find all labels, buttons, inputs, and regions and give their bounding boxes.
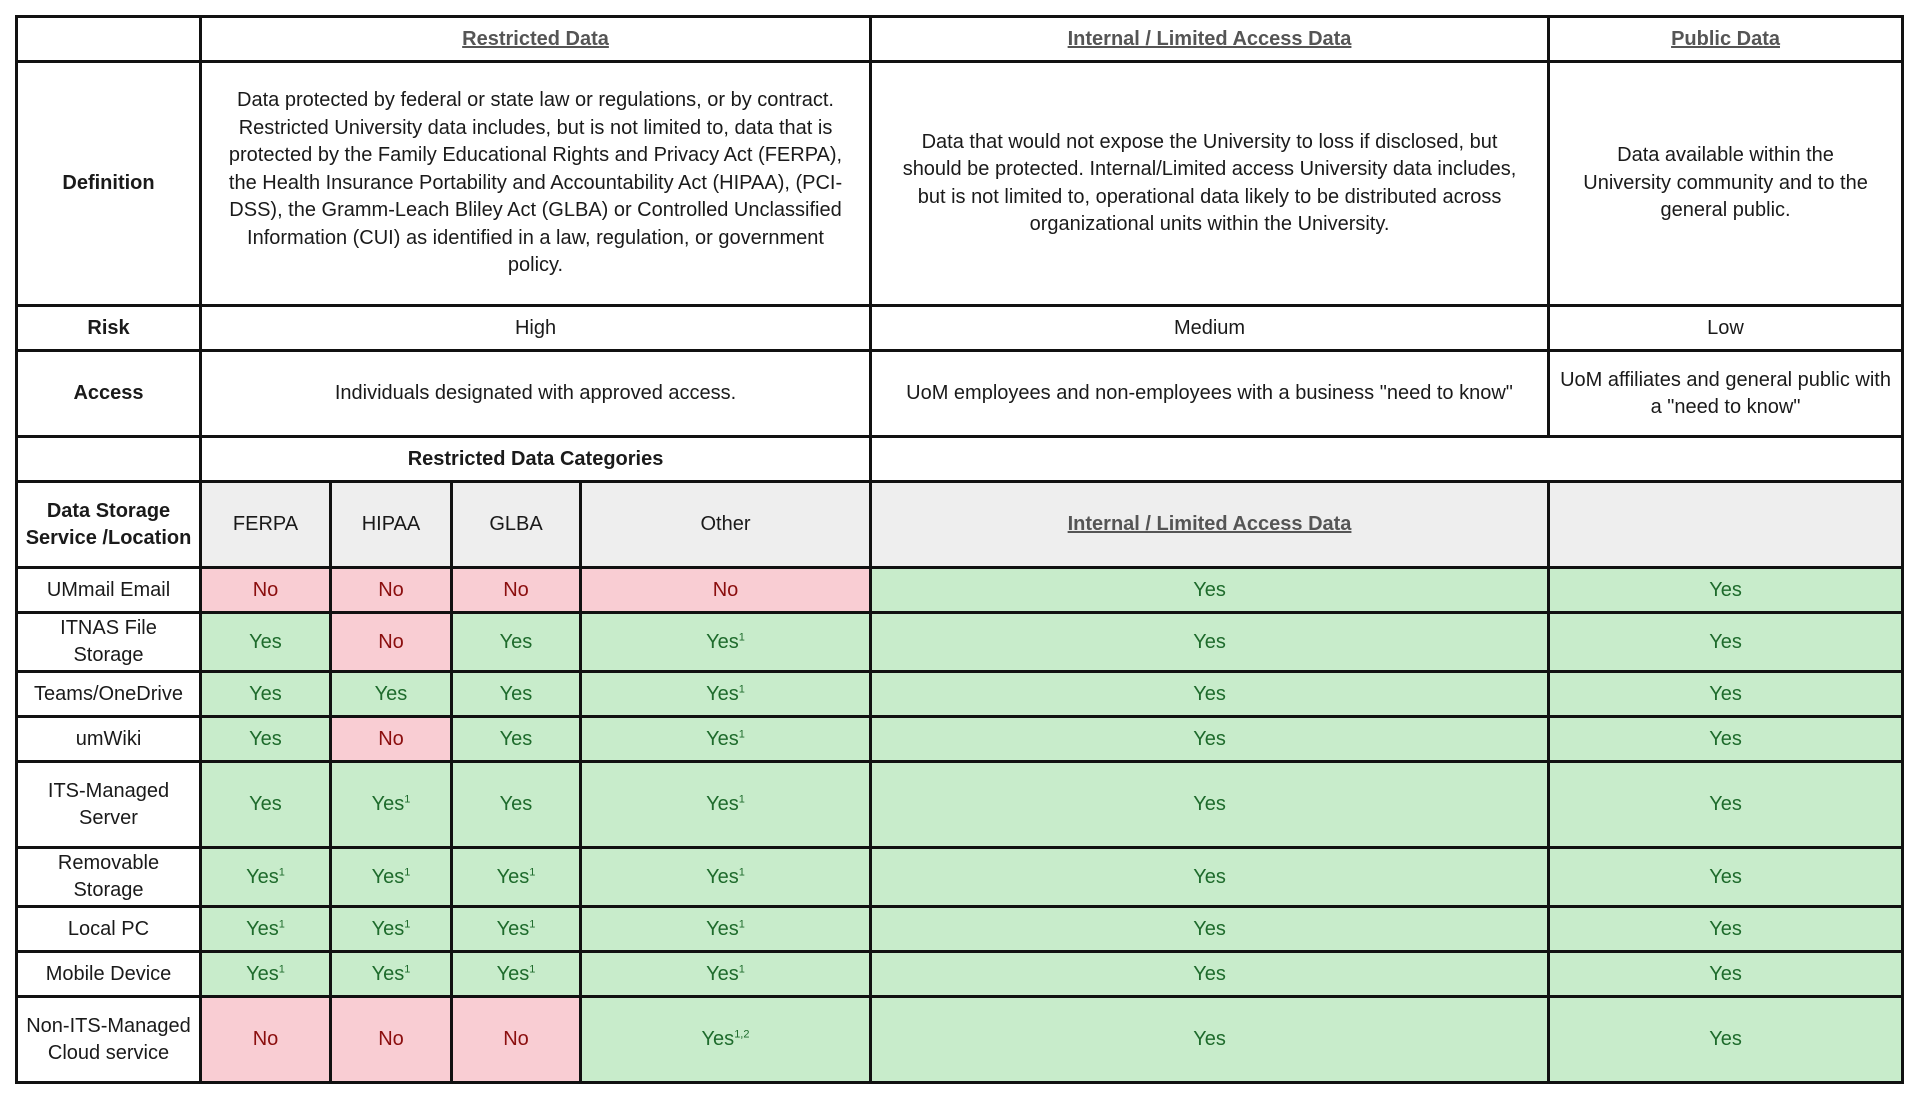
footnote-marker: 1 — [738, 917, 745, 930]
access-label: Access — [17, 351, 201, 437]
permission-value: Yes — [1709, 630, 1742, 653]
permission-value: No — [378, 578, 404, 601]
permission-value: No — [378, 1028, 404, 1050]
footnote-marker: 1 — [529, 917, 536, 930]
risk-label: Risk — [17, 306, 201, 351]
risk-row — [17, 306, 1903, 351]
permission-cell — [201, 613, 331, 672]
permission-value: Yes — [371, 865, 405, 888]
permission-value: Yes — [1709, 578, 1742, 601]
permission-cell — [201, 848, 331, 907]
permission-value: Yes — [1709, 727, 1742, 750]
permission-cell — [201, 997, 331, 1083]
public-risk: Low — [1549, 306, 1903, 351]
permission-cell — [452, 672, 581, 717]
permission-value: Yes — [706, 865, 739, 888]
definition-row — [17, 62, 1903, 306]
table-row — [17, 568, 1903, 613]
permission-value: Yes — [496, 962, 530, 985]
permission-cell — [452, 848, 581, 907]
permission-value: Yes — [706, 962, 739, 985]
permission-cell — [452, 568, 581, 613]
permission-cell — [871, 907, 1549, 952]
permission-cell — [581, 997, 871, 1083]
permission-value: Yes — [249, 727, 282, 750]
permission-cell — [201, 907, 331, 952]
permission-cell — [1549, 952, 1903, 997]
permission-value: Yes — [1193, 1028, 1226, 1050]
permission-cell — [871, 717, 1549, 762]
permission-value: Yes — [1193, 727, 1226, 750]
hipaa-header: HIPAA — [331, 482, 452, 568]
header-row — [17, 17, 1903, 62]
storage-location-label: Mobile Device — [17, 952, 201, 997]
permission-cell — [871, 848, 1549, 907]
permission-value: Yes — [706, 917, 739, 940]
categories-title-row — [17, 437, 1903, 482]
permission-value: Yes — [246, 917, 279, 940]
permission-cell — [331, 568, 452, 613]
permission-cell — [581, 907, 871, 952]
table-row — [17, 952, 1903, 997]
footnote-marker: 1 — [278, 865, 285, 878]
permission-value: Yes — [706, 630, 739, 653]
permission-value: Yes — [706, 682, 739, 705]
permission-cell — [201, 952, 331, 997]
restricted-definition: Data protected by federal or state law or regulations, or by contract. Restricted University data includes, but is not limited to, data that is protected by the Family Educational Rights and Privacy Act (FERPA), the Health Insurance Portability and Accountability Act (HIPAA), (PCI-DSS), the Gramm-Leach Bliley Act (GLBA) or Controlled Unclassified Information (CUI) as identified in a law, regulation, or government policy. — [201, 62, 871, 306]
permission-cell — [331, 717, 452, 762]
restricted-categories-title: Restricted Data Categories — [201, 437, 871, 482]
permission-cell — [581, 762, 871, 848]
permission-cell — [452, 907, 581, 952]
permission-value: Yes — [499, 793, 533, 815]
table-row — [17, 672, 1903, 717]
permission-cell — [201, 717, 331, 762]
permission-cell — [871, 762, 1549, 848]
storage-location-label: ITS-Managed Server — [17, 762, 201, 848]
permission-cell — [331, 907, 452, 952]
storage-location-label: Local PC — [17, 907, 201, 952]
public-data-header: Public Data — [1549, 17, 1903, 62]
access-row — [17, 351, 1903, 437]
permission-value: Yes — [1709, 1028, 1742, 1050]
permission-cell — [871, 568, 1549, 613]
permission-cell — [1549, 613, 1903, 672]
storage-location-label: UMmail Email — [17, 568, 201, 613]
permission-value: No — [503, 1028, 529, 1050]
permission-cell — [581, 672, 871, 717]
permission-cell — [201, 672, 331, 717]
permission-cell — [452, 997, 581, 1083]
permission-value: No — [503, 578, 529, 601]
permission-value: Yes — [1709, 682, 1742, 705]
permission-value: Yes — [499, 727, 533, 750]
permission-value: Yes — [374, 682, 408, 705]
categories-blank-left — [17, 437, 201, 482]
permission-cell — [871, 952, 1549, 997]
permission-cell — [871, 613, 1549, 672]
categories-blank-right — [871, 437, 1903, 482]
permission-cell — [1549, 762, 1903, 848]
permission-value: Yes — [496, 917, 530, 940]
internal-definition: Data that would not expose the University to loss if disclosed, but should be protected. Internal/Limited access University data includes, but is not limited to, operational data likely to be distributed across organizational units within the University. — [871, 62, 1549, 306]
permission-value: Yes — [1709, 865, 1742, 888]
permission-value: No — [712, 578, 739, 601]
storage-location-header: Data Storage Service /Location — [17, 482, 201, 568]
public-access: UoM affiliates and general public with a "need to know" — [1549, 351, 1903, 437]
permission-value: Yes — [1709, 962, 1742, 985]
permission-value: Yes — [1193, 917, 1226, 940]
permission-cell — [1549, 672, 1903, 717]
permission-cell — [331, 613, 452, 672]
permission-value: No — [252, 1028, 279, 1050]
permission-cell — [1549, 717, 1903, 762]
data-classification-table — [15, 15, 1904, 1084]
permission-cell — [331, 952, 452, 997]
footnote-marker: 1 — [738, 962, 745, 975]
permission-cell — [201, 762, 331, 848]
footnote-marker: 1 — [738, 865, 745, 878]
permission-value: Yes — [1709, 917, 1742, 940]
footnote-marker: 1 — [404, 962, 411, 975]
permission-value: No — [378, 727, 404, 750]
table-row — [17, 907, 1903, 952]
public-column-header — [1549, 482, 1903, 568]
permission-value: Yes — [496, 865, 530, 888]
footnote-marker: 1 — [738, 682, 745, 695]
permission-cell — [581, 613, 871, 672]
footnote-marker: 1 — [404, 865, 411, 878]
permission-cell — [871, 672, 1549, 717]
table-row — [17, 997, 1903, 1083]
permission-cell — [331, 762, 452, 848]
table-row — [17, 762, 1903, 848]
restricted-access: Individuals designated with approved access. — [201, 351, 871, 437]
permission-value: Yes — [1193, 682, 1226, 705]
table-row — [17, 613, 1903, 672]
permission-cell — [452, 613, 581, 672]
restricted-risk: High — [201, 306, 871, 351]
permission-cell — [871, 997, 1549, 1083]
permission-cell — [452, 717, 581, 762]
storage-location-label: Teams/OneDrive — [17, 672, 201, 717]
permission-cell — [331, 672, 452, 717]
storage-location-label: Non-ITS-Managed Cloud service — [17, 997, 201, 1083]
permission-cell — [1549, 568, 1903, 613]
internal-access: UoM employees and non-employees with a business "need to know" — [871, 351, 1549, 437]
storage-location-label: ITNAS File Storage — [17, 613, 201, 672]
footnote-marker: 1 — [278, 917, 285, 930]
permission-value: Yes — [371, 793, 405, 815]
permission-value: Yes — [1193, 962, 1226, 985]
permission-value: No — [378, 630, 404, 653]
permission-value: Yes — [371, 962, 405, 985]
permission-cell — [581, 952, 871, 997]
storage-location-label: Removable Storage — [17, 848, 201, 907]
footnote-marker: 1 — [529, 962, 536, 975]
permission-value: Yes — [499, 630, 533, 653]
corner-cell — [17, 17, 201, 62]
internal-data-header: Internal / Limited Access Data — [871, 17, 1549, 62]
permission-cell — [452, 952, 581, 997]
ferpa-header: FERPA — [201, 482, 331, 568]
internal-risk: Medium — [871, 306, 1549, 351]
permission-value: Yes — [499, 682, 533, 705]
permission-value: Yes — [706, 727, 739, 750]
permission-cell — [581, 568, 871, 613]
footnote-marker: 1 — [278, 962, 285, 975]
permission-value: No — [252, 578, 279, 601]
definition-label: Definition — [17, 62, 201, 306]
permission-value: Yes — [249, 682, 282, 705]
permission-value: Yes — [1193, 793, 1226, 815]
permission-value: Yes — [246, 865, 279, 888]
footnote-marker: 1 — [529, 865, 536, 878]
footnote-marker: 1 — [404, 793, 411, 806]
footnote-marker: 1,2 — [734, 1028, 750, 1041]
footnote-marker: 1 — [738, 727, 745, 740]
permission-cell — [1549, 848, 1903, 907]
other-header: Other — [581, 482, 871, 568]
permission-cell — [331, 997, 452, 1083]
permission-value: Yes — [1193, 578, 1226, 601]
footnote-marker: 1 — [738, 630, 745, 643]
table-row — [17, 717, 1903, 762]
permission-value: Yes — [1193, 865, 1226, 888]
permission-cell — [331, 848, 452, 907]
permission-cell — [1549, 907, 1903, 952]
permission-value: Yes — [371, 917, 405, 940]
permission-cell — [581, 717, 871, 762]
public-definition: Data available within the University community and to the general public. — [1549, 62, 1903, 306]
permission-cell — [581, 848, 871, 907]
table-row — [17, 848, 1903, 907]
internal-column-header: Internal / Limited Access Data — [871, 482, 1549, 568]
permission-cell — [452, 762, 581, 848]
columns-row — [17, 482, 1903, 568]
permission-value: Yes — [701, 1028, 735, 1050]
permission-cell — [201, 568, 331, 613]
footnote-marker: 1 — [404, 917, 411, 930]
glba-header: GLBA — [452, 482, 581, 568]
storage-rows — [17, 568, 1903, 1083]
restricted-data-header: Restricted Data — [201, 17, 871, 62]
permission-value: Yes — [1709, 793, 1742, 815]
permission-cell — [1549, 997, 1903, 1083]
permission-value: Yes — [1193, 630, 1226, 653]
permission-value: Yes — [706, 793, 739, 815]
permission-value: Yes — [249, 793, 282, 815]
permission-value: Yes — [246, 962, 279, 985]
footnote-marker: 1 — [738, 793, 745, 806]
storage-location-label: umWiki — [17, 717, 201, 762]
permission-value: Yes — [249, 630, 282, 653]
